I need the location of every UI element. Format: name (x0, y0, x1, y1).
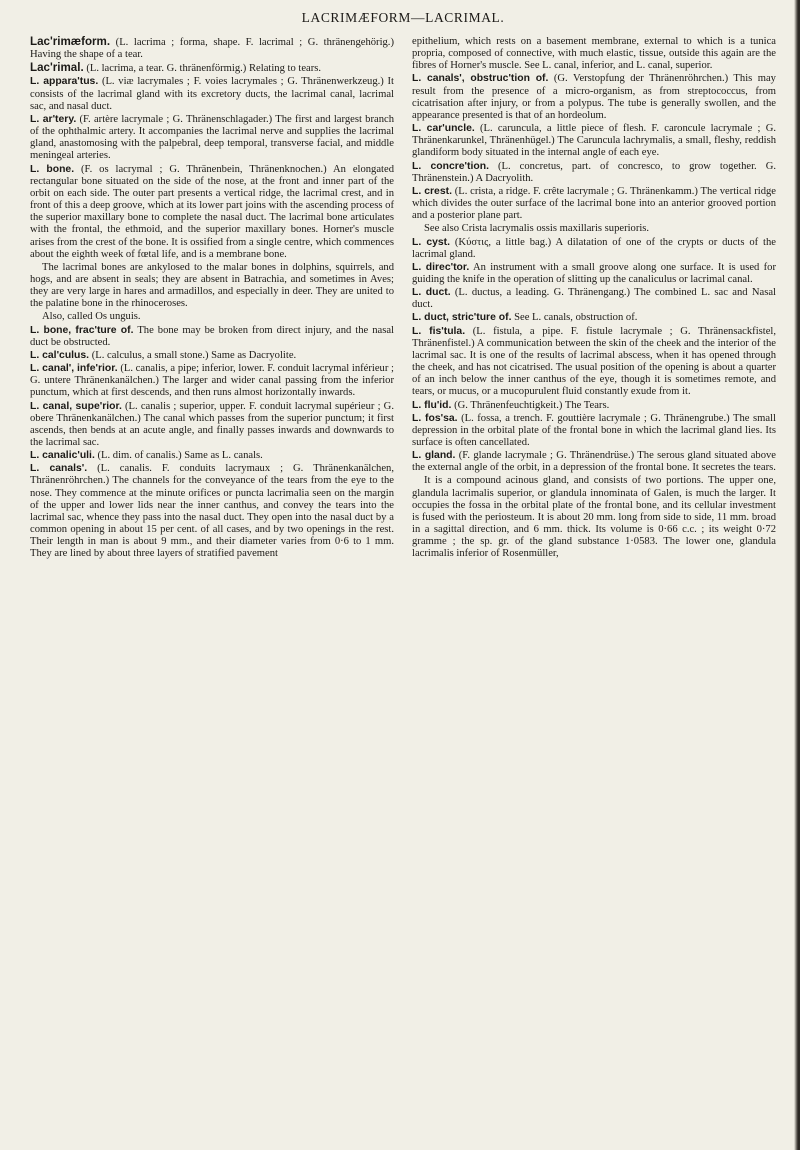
entry-text: See L. canals, obstruction of. (511, 312, 638, 324)
dictionary-entry (412, 186, 776, 222)
entry-text: (G. Verstopfung der Thränenröhrchen.) This may result from the presence of a micro-organism, as from streptococcus, from cicatrisation after injury, or from a polypus. The tube is generally swollen, and the appearance presented is that of an hordeolum. (412, 73, 776, 121)
entry-text: The bone may be broken from direct injury, and the nasal duct be obstructed. (30, 324, 394, 348)
entry-text: (F. artère lacrymale ; G. Thränenschlagader.) The first and largest branch of the ophthalmic artery. It accompanies the lacrimal nerve and supplies the lacrimal gland, anastomosing with the palpebral, deep temporal, transverse facial, and middle meningeal arteries. (30, 113, 395, 162)
dictionary-entry (30, 76, 394, 112)
left-column (30, 36, 394, 561)
dictionary-entry (30, 114, 394, 163)
entry-text: (L. ductus, a leading. G. Thränengang.) The combined L. sac and Nasal duct. (412, 287, 776, 311)
entry-headword: Lac'rimæform. (30, 35, 111, 48)
running-head: LACRIMÆFORM—LACRIMAL. (301, 10, 505, 25)
right-column (412, 36, 776, 561)
entry-text: (L. caruncula, a little piece of flesh. F. caroncule lacrymale ; G. Thränenkarunkel, Thränenhügel.) The Caruncula lachrymalis, a small, fleshy, reddish glandiform body situated in the internal angle of each eye. (412, 123, 777, 159)
dictionary-entry (30, 450, 394, 462)
dictionary-entry (412, 73, 776, 122)
entry-headword: L. duct, stric'ture of. (412, 312, 512, 324)
dictionary-entry (30, 463, 394, 560)
entry-text: (F. os lacrymal ; G. Thränenbein, Thränenknochen.) An elongated rectangular bone situated on the side of the nose, at the front and inner part of the orbit on each side. The outer part presents a vertical ridge, the lacrimal crest, and in front of this a deep groove, which at its lower part joins with the ascending process of the superior maxillary bone to complete the nasal duct. The lacrimal bone articulates with the frontal, the ethmoid, and the superior maxillary bones. Horner's muscle arises from the crest of the bone. It is ossified from a single centre, which commences about the eighth week of fœtal life, and is a membrane bone. (30, 163, 395, 260)
dictionary-entry (30, 36, 394, 61)
entry-headword: L. canal, supe'rior. (30, 400, 122, 412)
entry-paragraph (30, 262, 394, 311)
entry-text: (Κύστις, a little bag.) A dilatation of one of the crypts or ducts of the lacrimal gland. (412, 236, 776, 260)
entry-text: epithelium, which rests on a basement membrane, external to which is a tunica propria, composed of connective, with much elastic, tissue, outside this again are the fibres of Horner's muscle. See L. canal, inferior, and L. canal, superior. (412, 36, 776, 72)
entry-headword: L. fis'tula. (412, 325, 466, 337)
entry-headword: L. concre'tion. (412, 160, 489, 172)
dictionary-entry (412, 326, 776, 399)
entry-paragraph (412, 475, 776, 560)
dictionary-entry (412, 312, 776, 324)
entry-text: (L. fossa, a trench. F. gouttière lacrymale ; G. Thränengrube.) The small depression in the orbital plate of the frontal bone in which the lacrimal gland lies. Its surface is often cancellated. (412, 412, 776, 448)
entry-paragraph (412, 223, 776, 235)
entry-headword: L. crest. (412, 185, 452, 197)
two-column-body (30, 36, 776, 561)
entry-text: (L. lacrima, a tear. G. thränenförmig.) Relating to tears. (83, 63, 322, 75)
entry-headword: L. bone. (30, 163, 75, 175)
entry-headword: L. fos'sa. (412, 412, 458, 424)
dictionary-entry (412, 262, 776, 286)
entry-headword: L. cyst. (412, 236, 451, 248)
dictionary-entry (412, 450, 776, 474)
entry-headword: L. canal', infe'rior. (30, 363, 118, 375)
entry-text: See also Crista lacrymalis ossis maxillaris superioris. (424, 223, 650, 235)
dictionary-entry (412, 413, 776, 449)
dictionary-entry (412, 400, 776, 412)
entry-headword: L. duct. (412, 287, 451, 299)
entry-paragraph (412, 36, 776, 72)
entry-text: (L. canalis ; superior, upper. F. conduit lacrymal supérieur ; G. obere Thränenkanälchen.) The canal which passes from the superior punctum; it first ascends, then bends at an acute angle, and finally passes inwards and downwards to the lacrimal sac. (30, 400, 394, 448)
entry-headword: L. ar'tery. (30, 113, 77, 125)
entry-headword: L. appara'tus. (30, 76, 99, 88)
entry-headword: L. canalic'uli. (30, 450, 95, 462)
entry-text: (L. lacrima ; forma, shape. F. lacrimal ; G. thränengehörig.) Having the shape of a tear. (30, 37, 394, 61)
dictionary-entry (30, 350, 394, 362)
entry-text: An instrument with a small groove along one surface. It is used for guiding the knife in the operation of slitting up the canaliculus or lacrimal canal. (412, 261, 777, 285)
entry-text: (L. concretus, part. of concresco, to grow together. G. Thränenstein.) A Dacryolith. (412, 160, 777, 184)
entry-text: (L. fistula, a pipe. F. fistule lacrymale ; G. Thränensackfistel, Thränenfistel.) A communication between the skin of the cheek and the interior of the lacrimal sac. It is one of the results of lacrimal abscess, when it has opened through the cheek, and has not cicatrised. The usual position of the opening is about a quarter of an inch below the inner canthus of the eye, though it is sometimes remote, and tears, or mucus, or a mucopurulent fluid constantly exude from it. (412, 325, 776, 398)
entry-headword: L. direc'tor. (412, 261, 470, 273)
entry-headword: L. gland. (412, 450, 456, 462)
dictionary-entry (30, 62, 394, 75)
entry-text: (L. canalis. F. conduits lacrymaux ; G. Thränenkanälchen, Thränenröhrchen.) The channels for the conveyance of the tears from the eye to the nose. They commence at the minute orifices or puncta lacrimalia seen on the margin of the upper and lower lids near the inner canthus, and convey the tears into the lacrimal sac, whence they pass into the nasal duct. They open into the nasal duct by a common opening in about 15 per cent. of all cases, and by two openings in the rest. Their length in man is about 9 mm., and their diameter varies from 0·6 to 1 mm. They are lined by about three layers of stratified pavement (30, 463, 395, 560)
dictionary-entry (412, 237, 776, 261)
dictionary-entry (30, 363, 394, 399)
entry-paragraph (30, 311, 394, 323)
entry-text: It is a compound acinous gland, and consists of two portions. The upper one, glandula lacrimalis superior, or glandula innominata of Galen, is much the larger. It occupies the fossa in the orbital plate of the frontal bone, and its cellular investment is fused with the periosteum. It is about 20 mm. long from side to side, 11 mm. broad in a sagittal direction, and 6 mm. thick. Its volume is 0·66 c.c. ; its weight 0·72 gramme ; the sp. gr. of the gland substance 1·0583. The lower one, glandula lacrimalis inferior of Rosenmüller, (412, 475, 776, 560)
entry-headword: L. canals'. (30, 463, 88, 475)
dictionary-entry (412, 161, 776, 185)
entry-headword: L. bone, frac'ture of. (30, 324, 134, 336)
entry-headword: Lac'rimal. (30, 61, 84, 75)
entry-text: The lacrimal bones are ankylosed to the malar bones in dolphins, squirrels, and hogs, and are absent in seals; they are absent in Batrachia, and sometimes in Aves; they are very large in hares and armadillos, and especially in deer. They are united to the palatine bone in the rhinoceroses. (30, 261, 394, 310)
page-edge-shadow (794, 0, 800, 1150)
entry-headword: L. canals', obstruc'tion of. (412, 73, 549, 85)
entry-text: (L. calculus, a small stone.) Same as Dacryolite. (89, 349, 297, 361)
entry-text: (G. Thränenfeuchtigkeit.) The Tears. (451, 399, 610, 411)
entry-text: (L. canalis, a pipe; inferior, lower. F. conduit lacrymal inférieur ; G. untere Thränenkanälchen.) The larger and wider canal passing from the inferior punctum, which at first descends, and then runs almost horizontally inwards. (30, 363, 395, 399)
entry-text: Also, called Os unguis. (42, 311, 141, 323)
entry-headword: L. car'uncle. (412, 123, 475, 135)
entry-text: (L. crista, a ridge. F. crête lacrymale ; G. Thränenkamm.) The vertical ridge which divides the outer surface of the lacrimal bone into an anterior grooved portion and a posterior plane part. (412, 185, 776, 222)
dictionary-entry (30, 401, 394, 450)
entry-headword: L. cal'culus. (30, 349, 90, 361)
dictionary-entry (412, 123, 776, 159)
entry-text: (F. glande lacrymale ; G. Thränendrüse.) The serous gland situated above the external angle of the orbit, in a depression of the frontal bone. It secretes the tears. (412, 450, 777, 474)
dictionary-entry (412, 287, 776, 311)
entry-text: (L. dim. of canalis.) Same as L. canals. (94, 450, 263, 462)
dictionary-entry (30, 325, 394, 349)
entry-text: (L. viæ lacrymales ; F. voies lacrymales ; G. Thränenwerkzeug.) It consists of the lacrimal gland with its excretory ducts, the lacrimal canal, lacrimal sac, and nasal duct. (30, 76, 395, 112)
entry-headword: L. flu'id. (412, 399, 452, 411)
dictionary-entry (30, 164, 394, 261)
